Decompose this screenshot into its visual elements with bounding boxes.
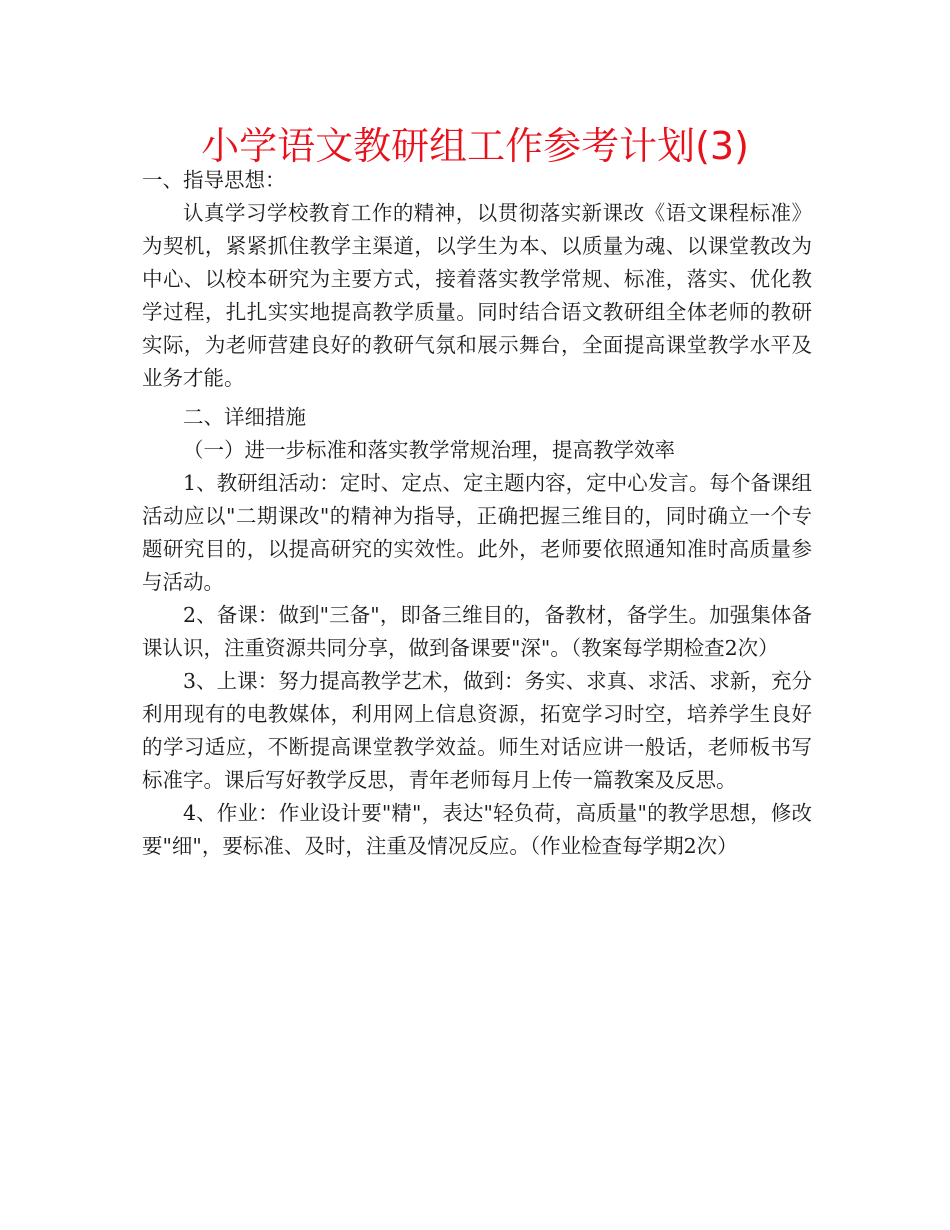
paragraph-guiding-thought: 认真学习学校教育工作的精神，以贯彻落实新课改《语文课程标准》为契机，紧紧抓住教学主渠道，以学生为本、以质量为魂、以课堂教改为中心、以校本研究为主要方式，接着落实教学常规、标准，落实、优化教学过程，扎扎实实地提高教学质量。同时结合语文教研组全体老师的教研实际，为老师营建良好的教研气氛和展示舞台，全面提高课堂教学水平及业务才能。 bbox=[142, 201, 812, 390]
paragraph-research-activity: 1、教研组活动：定时、定点、定主题内容，定中心发言。每个备课组活动应以"二期课改"的精神为指导，正确把握三维目的，同时确立一个专题研究目的，以提高研究的实效性。此外，老师要依照通知准时高质量参与活动。 bbox=[142, 471, 812, 594]
document-body bbox=[142, 164, 812, 863]
subsection-heading-routine: （一）进一步标准和落实教学常规治理，提高教学效率 bbox=[183, 438, 675, 462]
paragraph-lesson-prep: 2、备课：做到"三备"，即备三维目的，备教材，备学生。加强集体备课认识，注重资源共同分享，做到备课要"深"。（教案每学期检查2次） bbox=[142, 603, 812, 660]
document-title: 小学语文教研组工作参考计划(3) bbox=[201, 124, 749, 168]
section-heading-guiding-thought: 一、指导思想： bbox=[142, 168, 286, 192]
section-heading-measures: 二、详细措施 bbox=[183, 405, 306, 429]
paragraph-teaching: 3、上课：努力提高教学艺术，做到：务实、求真、求活、求新，充分利用现有的电教媒体，利用网上信息资源，拓宽学习时空，培养学生良好的学习适应，不断提高课堂教学效益。师生对话应讲一般话，老师板书写标准字。课后写好教学反思，青年老师每月上传一篇教案及反思。 bbox=[142, 669, 812, 792]
paragraph-homework: 4、作业：作业设计要"精"，表达"轻负荷，高质量"的教学思想，修改要"细"，要标准、及时，注重及情况反应。（作业检查每学期2次） bbox=[142, 801, 812, 858]
